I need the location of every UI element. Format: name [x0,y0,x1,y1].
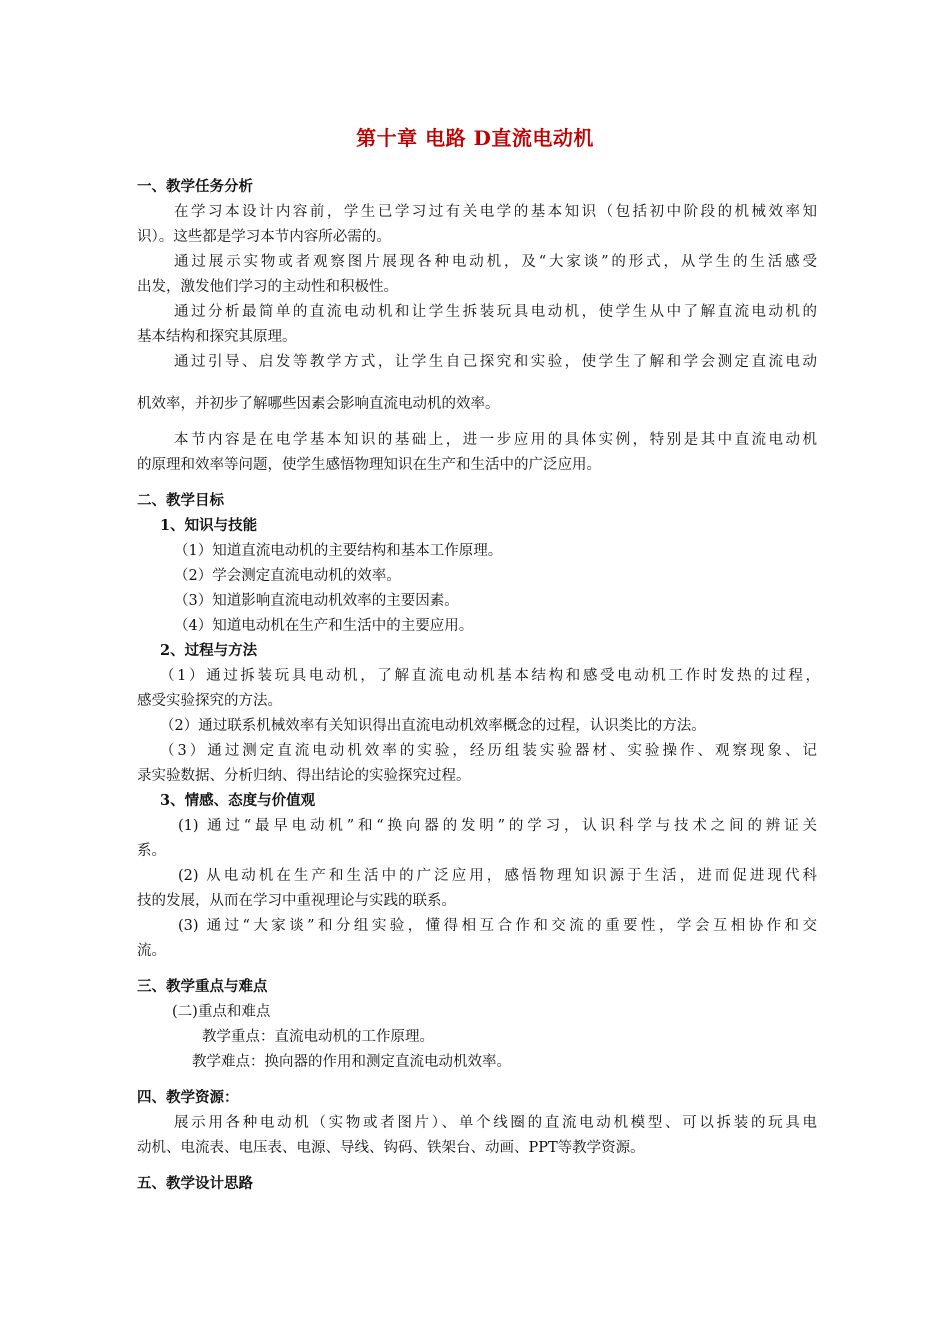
s1-paragraph-3-line-1: 通过分析最简单的直流电动机和让学生拆装玩具电动机，使学生从中了解直流电动机的 [174,304,817,320]
s3-subheading: (二)重点和难点 [172,1004,271,1020]
subsection-values: 3、情感、态度与价值观 [160,792,316,809]
process-item-1-line-2: 感受实验探究的方法。 [137,693,282,709]
s1-paragraph-1-line-1: 在学习本设计内容前，学生已学习过有关电学的基本知识（包括初中阶段的机械效率知 [174,204,817,220]
s1-paragraph-1-line-2: 识）。这些都是学习本节内容所必需的。 [137,229,391,245]
s1-paragraph-3-line-2: 基本结构和探究其原理。 [137,329,297,345]
section-3-heading: 三、教学重点与难点 [137,978,268,995]
s1-paragraph-2-line-1: 通过展示实物或者观察图片展现各种电动机，及“大家谈”的形式，从学生的生活感受 [174,254,817,270]
values-item-3-line-1: (3) 通过“大家谈”和分组实验，懂得相互合作和交流的重要性，学会互相协作和交 [178,918,817,934]
process-item-3-line-2: 录实验数据、分析归纳、得出结论的实验探究过程。 [137,768,471,784]
knowledge-item-3: （3）知道影响直流电动机效率的主要因素。 [174,593,459,609]
resources-line-1: 展示用各种电动机（实物或者图片）、单个线圈的直流电动机模型、可以拆装的玩具电 [174,1115,817,1131]
knowledge-item-4: （4）知道电动机在生产和生活中的主要应用。 [174,618,474,634]
teaching-difficulty: 教学难点：换向器的作用和测定直流电动机效率。 [192,1054,511,1070]
section-1-heading: 一、教学任务分析 [137,178,253,195]
teaching-key-point: 教学重点：直流电动机的工作原理。 [202,1029,434,1045]
resources-line-2: 动机、电流表、电压表、电源、导线、钩码、铁架台、动画、PPT等教学资源。 [137,1140,645,1156]
values-item-1-line-2: 系。 [137,843,166,859]
s1-paragraph-5-line-1: 本节内容是在电学基本知识的基础上，进一步应用的具体实例，特别是其中直流电动机 [174,432,817,448]
section-5-heading: 五、教学设计思路 [137,1175,253,1192]
process-item-1-line-1: （1）通过拆装玩具电动机，了解直流电动机基本结构和感受电动机工作时发热的过程， [160,668,820,684]
s1-paragraph-2-line-2: 出发，激发他们学习的主动性和积极性。 [137,279,398,295]
values-item-2-line-1: (2) 从电动机在生产和生活中的广泛应用，感悟物理知识源于生活，进而促进现代科 [178,868,817,884]
s1-paragraph-4-line-1: 通过引导、启发等教学方式，让学生自己探究和实验，使学生了解和学会测定直流电动 [174,354,817,370]
section-4-heading: 四、教学资源： [137,1089,239,1106]
knowledge-item-1: （1）知道直流电动机的主要结构和基本工作原理。 [174,543,503,559]
process-item-3-line-1: （3）通过测定直流电动机效率的实验，经历组装实验器材、实验操作、观察现象、记 [160,743,817,759]
subsection-process: 2、过程与方法 [160,642,258,659]
values-item-2-line-2: 技的发展，从而在学习中重视理论与实践的联系。 [137,893,456,909]
process-item-2: （2）通过联系机械效率有关知识得出直流电动机效率概念的过程，认识类比的方法。 [160,718,706,734]
s1-paragraph-5-line-2: 的原理和效率等问题，使学生感悟物理知识在生产和生活中的广泛应用。 [137,457,601,473]
section-2-heading: 二、教学目标 [137,492,224,509]
knowledge-item-2: （2）学会测定直流电动机的效率。 [174,568,401,584]
values-item-3-line-2: 流。 [137,943,166,959]
subsection-knowledge: 1、知识与技能 [160,517,258,534]
values-item-1-line-1: (1) 通过“最早电动机”和“换向器的发明”的学习，认识科学与技术之间的辨证关 [178,818,817,834]
document-title: 第十章 电路 D直流电动机 [356,126,594,150]
s1-paragraph-4-line-2: 机效率，并初步了解哪些因素会影响直流电动机的效率。 [137,396,500,412]
